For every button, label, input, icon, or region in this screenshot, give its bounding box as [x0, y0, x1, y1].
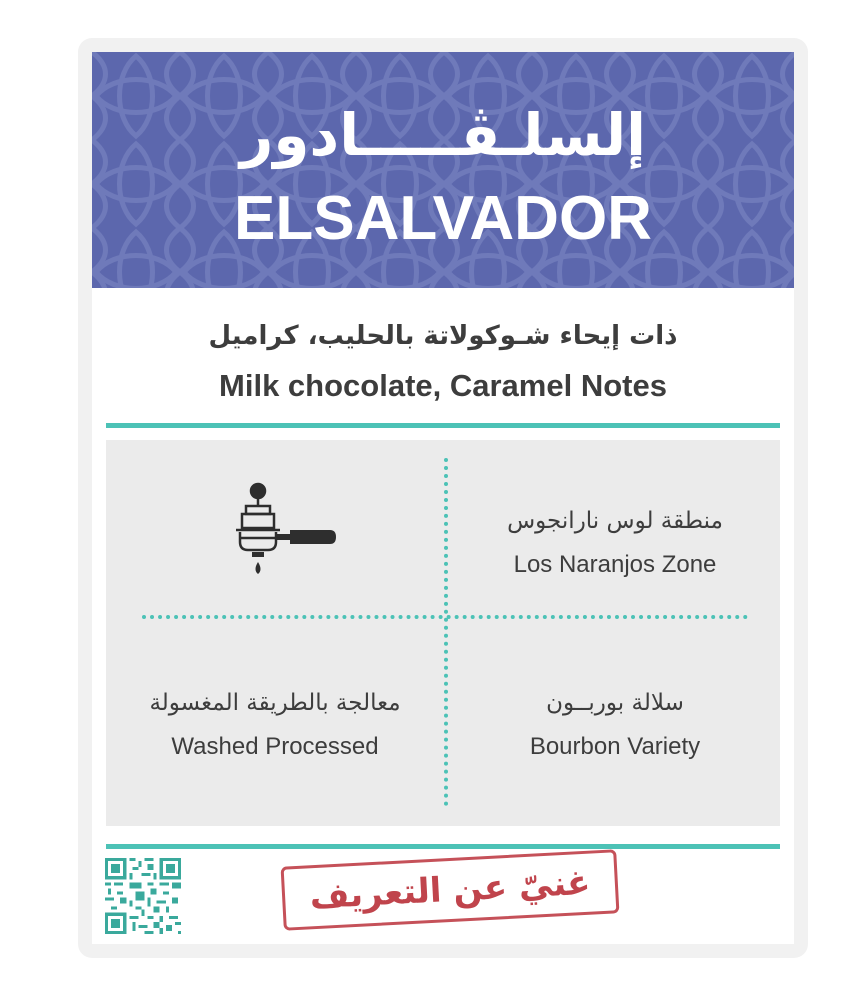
- variety-cell: [456, 686, 774, 764]
- origin-title-english: ELSALVADOR: [234, 184, 652, 253]
- process-cell: [106, 686, 444, 764]
- header-banner: [92, 52, 794, 288]
- coffee-label-card: [78, 38, 808, 958]
- vertical-dotted-divider: [444, 458, 448, 806]
- teal-divider-top: [106, 423, 780, 428]
- qr-code-icon[interactable]: [105, 858, 181, 938]
- teal-divider-bottom: [106, 844, 780, 849]
- variety-arabic: سلالة بوربــون: [546, 690, 684, 716]
- region-cell: [456, 504, 774, 582]
- tasting-notes-english: Milk chocolate, Caramel Notes: [219, 368, 667, 403]
- label-body: [92, 52, 794, 944]
- process-english: Washed Processed: [171, 733, 379, 760]
- stamp-badge: [281, 849, 620, 930]
- tasting-notes-arabic: ذات إيحاء شـوكولاتة بالحليب، كراميل: [208, 321, 678, 351]
- origin-title-arabic: إلسلـڤـــــادور: [239, 101, 647, 169]
- region-arabic: منطقة لوس نارانجوس: [507, 508, 723, 534]
- horizontal-dotted-divider: [142, 615, 748, 619]
- region-english: Los Naranjos Zone: [513, 551, 717, 578]
- process-arabic: معالجة بالطريقة المغسولة: [149, 690, 401, 716]
- stamp-text: غنيّ عن التعريف: [308, 862, 592, 918]
- details-panel: [106, 440, 780, 826]
- variety-english: Bourbon Variety: [529, 733, 701, 760]
- espresso-portafilter-icon: [232, 480, 342, 584]
